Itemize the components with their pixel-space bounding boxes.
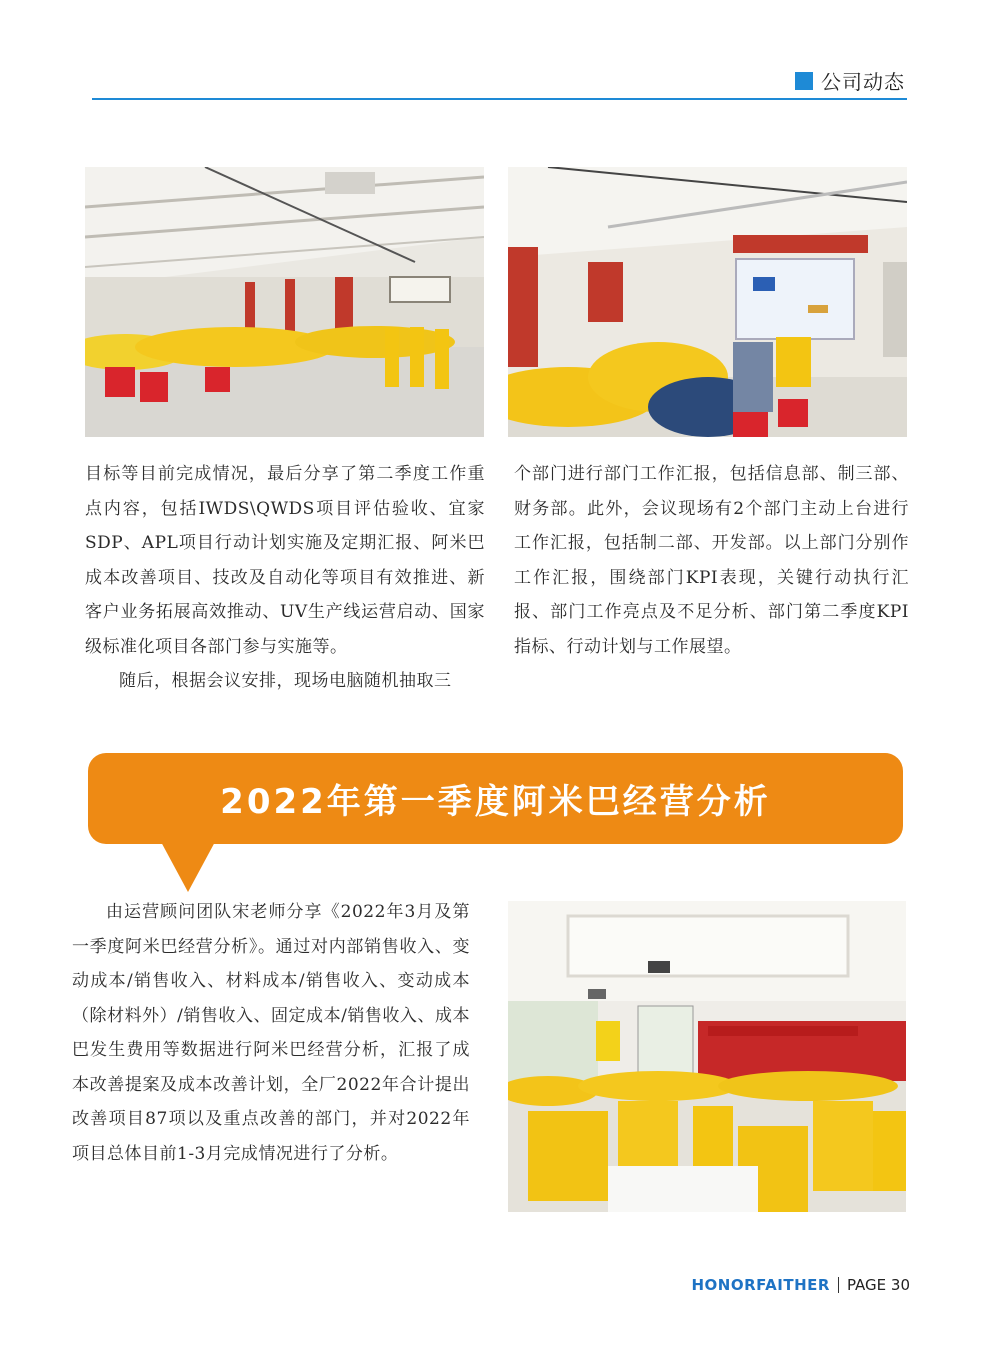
section-marker: [795, 72, 813, 90]
paragraph: 个部门进行部门工作汇报，包括信息部、制三部、财务部。此外，会议现场有2个部门主动上台进行工作汇报，包括制二部、开发部。以上部门分别作工作汇报，围绕部门KPI表现，关键行动执行汇报、部门工作亮点及不足分析、部门第二季度KPI指标、行动计划与工作展望。: [514, 464, 909, 657]
header-divider: [92, 98, 907, 100]
footer-separator: [838, 1277, 839, 1293]
meeting-photo-3: [508, 901, 906, 1212]
page-footer: [691, 1276, 910, 1294]
banner-title: 2022年第一季度阿米巴经营分析: [220, 782, 771, 822]
section-banner: [88, 753, 903, 844]
paragraph: 目标等目前完成情况，最后分享了第二季度工作重点内容，包括IWDS\QWDS项目评估验收、宜家SDP、APL项目行动计划实施及定期汇报、阿米巴成本改善项目、技改及自动化等项目有效推进、新客户业务拓展高效推动、UV生产线运营启动、国家级标准化项目各部门参与实施等。: [85, 464, 485, 657]
page-number: PAGE 30: [846, 1276, 910, 1294]
section-header: [795, 66, 905, 95]
paragraph: 随后，根据会议安排，现场电脑随机抽取三: [119, 671, 452, 691]
paragraph: 由运营顾问团队宋老师分享《2022年3月及第一季度阿米巴经营分析》。通过对内部销售收入、变动成本/销售收入、材料成本/销售收入、变动成本（除材料外）/销售收入、固定成本/销售收入、成本巴发生费用等数据进行阿米巴经营分析，汇报了成本改善提案及成本改善计划，全厂2022年合计提出改善项目87项以及重点改善的部门，并对2022年项目总体目前1-3月完成情况进行了分析。: [72, 902, 470, 1164]
meeting-photo-1: [85, 167, 484, 437]
section-title: 公司动态: [821, 70, 905, 94]
banner-pointer: [160, 840, 216, 892]
bottom-column-text: [72, 895, 470, 1171]
right-column-text: [514, 457, 909, 664]
left-column-text: [85, 457, 485, 699]
footer-brand: HONORFAITHER: [691, 1276, 830, 1294]
meeting-photo-2: [508, 167, 907, 437]
